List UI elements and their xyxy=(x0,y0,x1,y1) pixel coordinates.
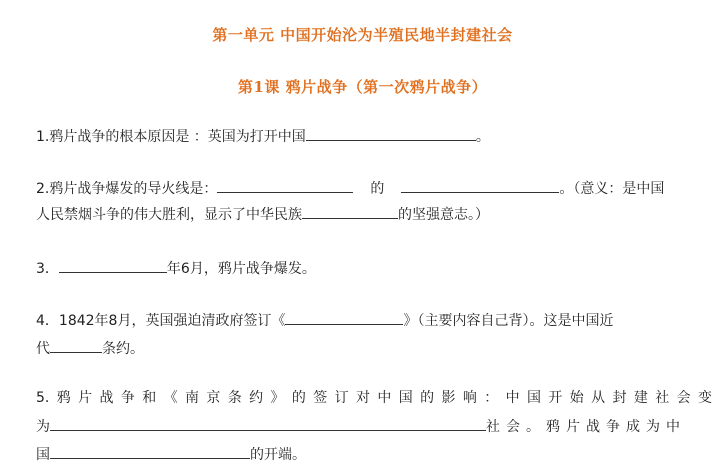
lesson-title: 第1课 鸦片战争（第一次鸦片战争） xyxy=(237,78,488,96)
question-4-line-2: 代 条约。 xyxy=(36,334,712,363)
question-2-line-2: 人民禁烟斗争的伟大胜利，显示了中华民族 的坚强意志。） xyxy=(36,200,712,229)
question-2-blank-1[interactable] xyxy=(217,174,353,193)
question-5-blank-2[interactable] xyxy=(50,440,250,459)
question-2-text: 2.鸦片战争爆发的导火线是： xyxy=(36,181,218,197)
question-1: 1.鸦片战争的根本原因是 ：英国为打开中国 。 xyxy=(36,122,712,151)
question-5-blank-1[interactable] xyxy=(50,412,486,431)
question-1-text: 1.鸦片战争的根本原因是 ：英国为打开中国 xyxy=(36,129,306,145)
question-4-blank-2[interactable] xyxy=(50,334,102,353)
question-5-line-3: 国 的开端。 xyxy=(36,440,712,469)
question-2-blank-2[interactable] xyxy=(401,174,559,193)
question-2-line-1: 2.鸦片战争爆发的导火线是： 的 。（意义：是中国 xyxy=(36,174,712,203)
question-5-line-2: 为 社会。鸦片战争成为中 xyxy=(36,412,712,441)
question-2-blank-3[interactable] xyxy=(302,200,398,219)
question-1-blank[interactable] xyxy=(306,122,476,141)
question-4-blank-1[interactable] xyxy=(285,306,403,325)
question-3: 3． 年6月，鸦片战争爆发。 xyxy=(36,254,712,283)
unit-title: 第一单元 中国开始沦为半殖民地半封建社会 xyxy=(212,26,513,44)
question-5-line-1: 5.鸦片战争和《南京条约》的签订对中国的影响：中国开始从封建社会变 xyxy=(36,390,712,406)
question-3-blank[interactable] xyxy=(59,254,167,273)
question-4-line-1: 4．1842年8月，英国强迫清政府签订《 》（主要内容自己背）。这是中国近 xyxy=(36,306,712,335)
